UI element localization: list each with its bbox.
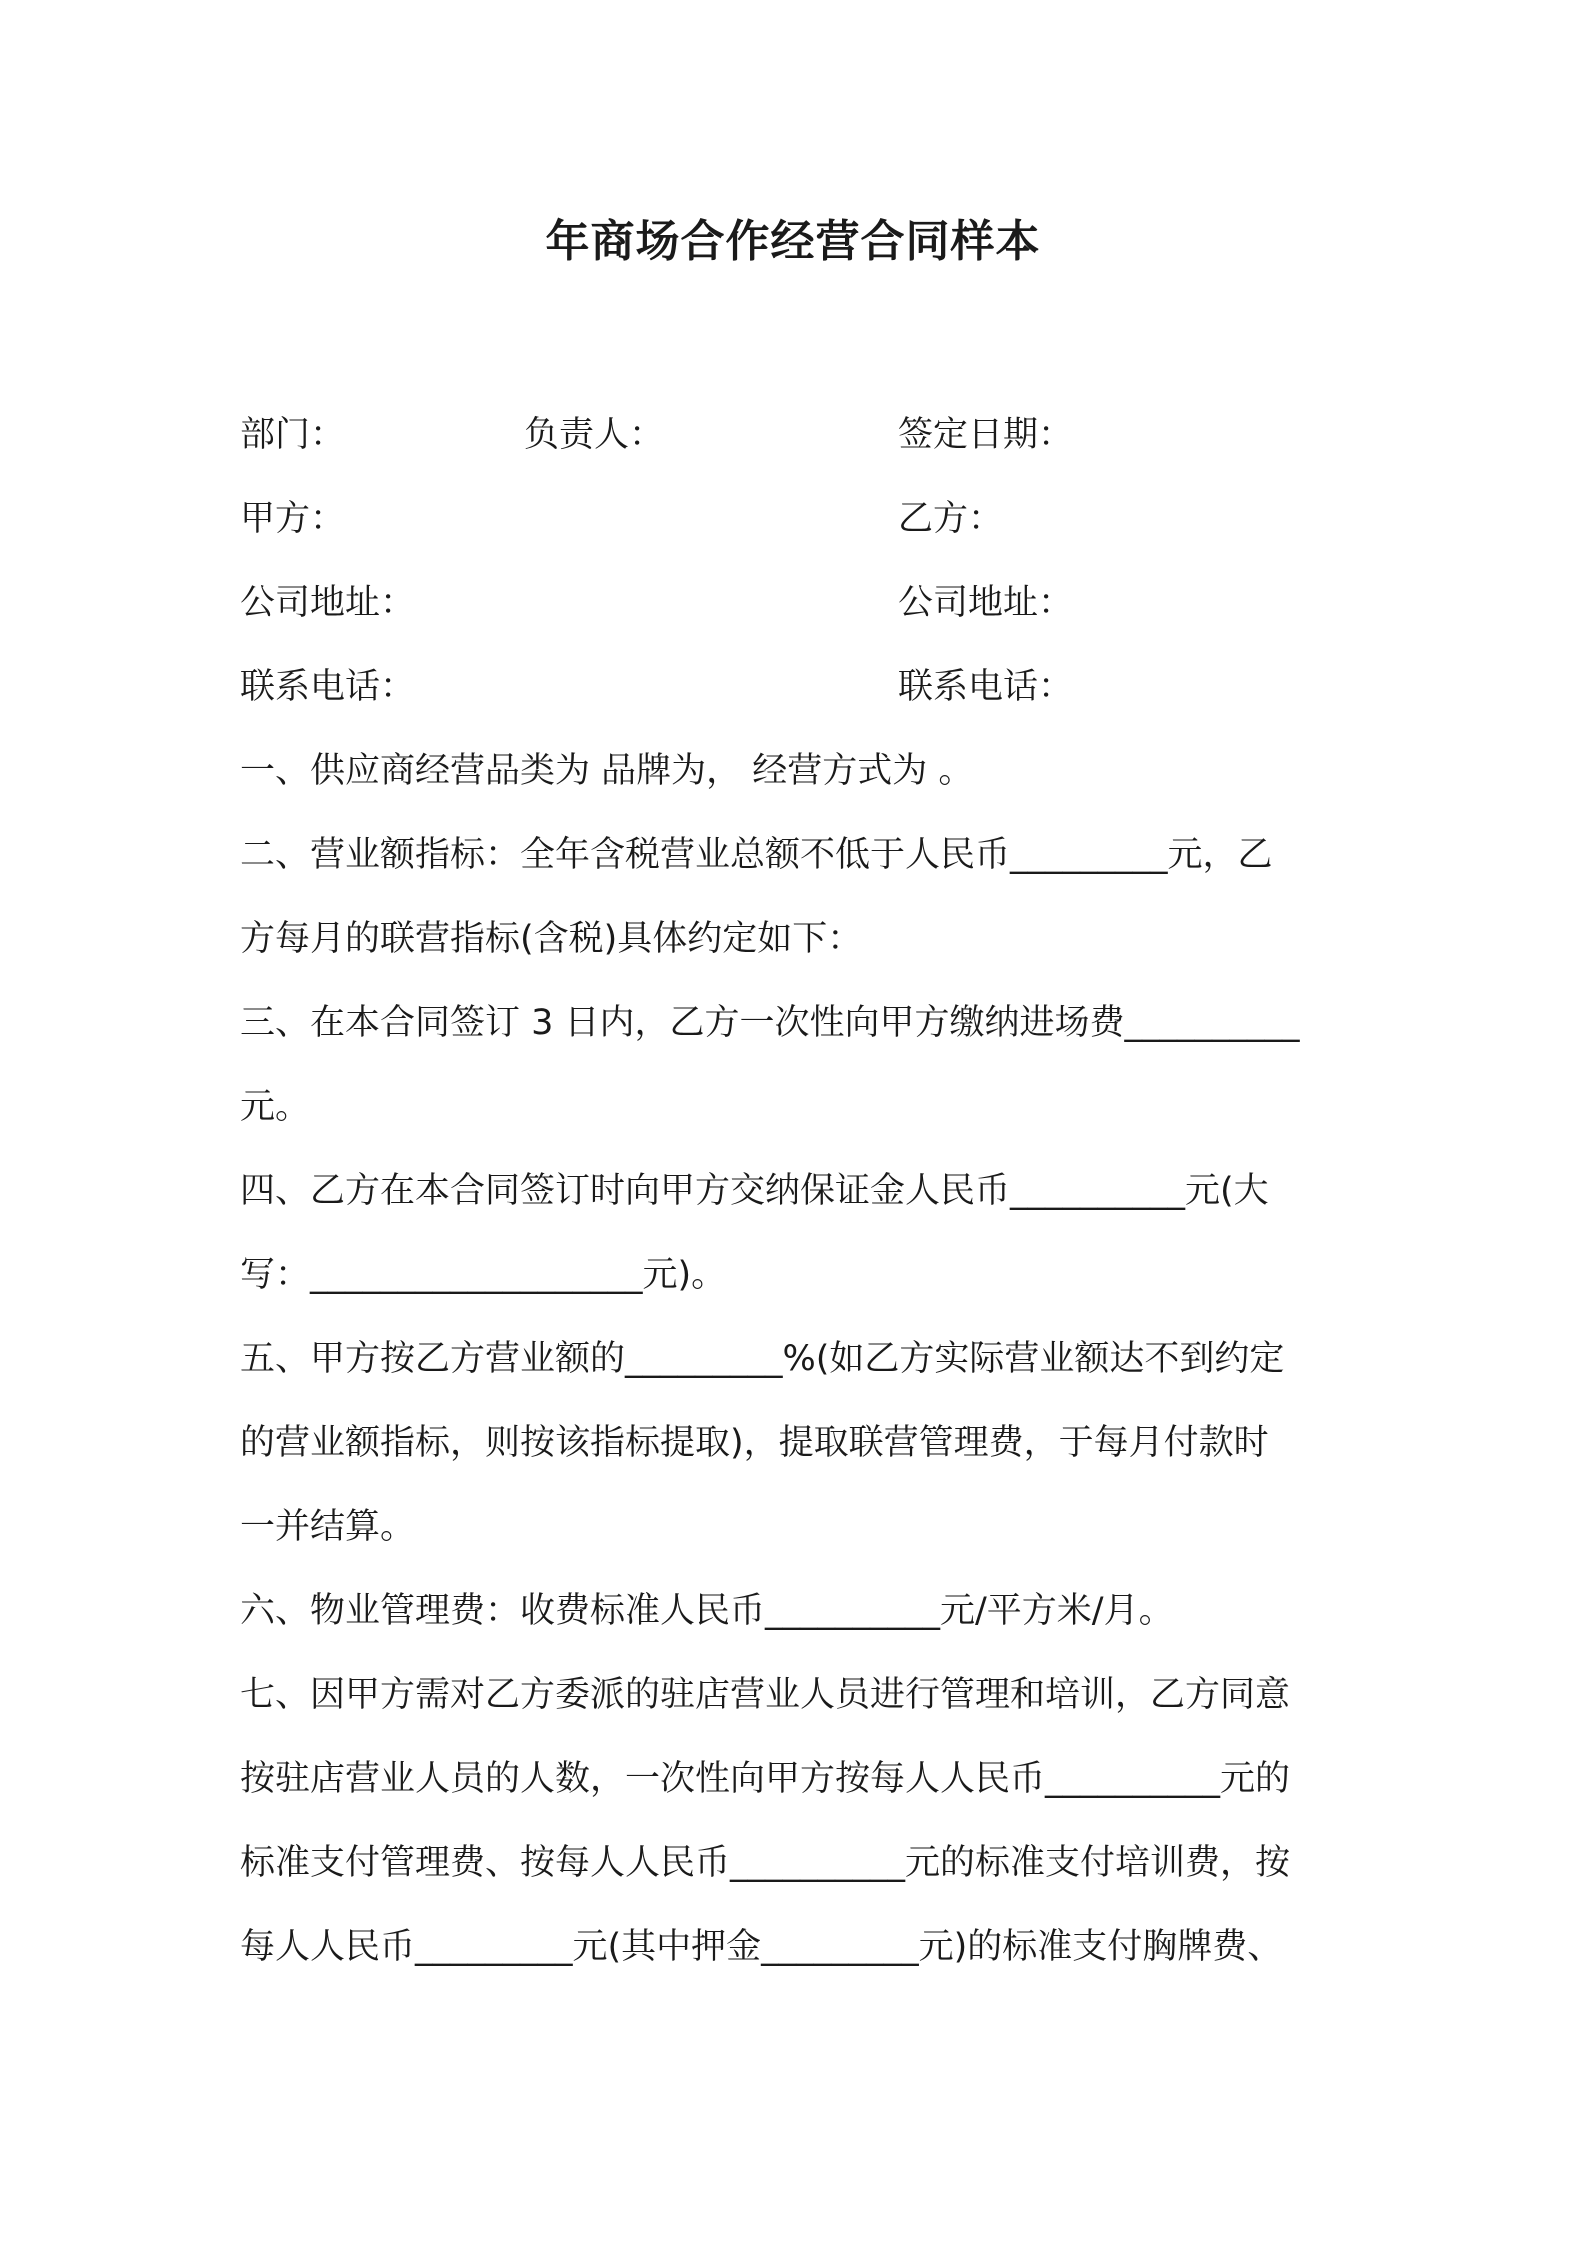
person-in-charge-label: 负责人： bbox=[524, 415, 665, 455]
document-title: 年商场合作经营合同样本 bbox=[545, 216, 1041, 267]
sign-date-label: 签定日期： bbox=[898, 415, 1074, 455]
clause-line: 七、因甲方需对乙方委派的驻店营业人员进行管理和培训，乙方同意 bbox=[240, 1675, 1291, 1715]
clause-line: 二、营业额指标：全年含税营业总额不低于人民币_________元，乙 bbox=[240, 835, 1273, 875]
department-label: 部门： bbox=[240, 415, 346, 455]
party-a-address-label: 公司地址： bbox=[240, 583, 416, 623]
clause-line: 方每月的联营指标(含税)具体约定如下： bbox=[240, 919, 863, 959]
clause-line: 标准支付管理费、按每人人民币__________元的标准支付培训费，按 bbox=[240, 1843, 1291, 1883]
clause-line: 一并结算。 bbox=[240, 1507, 416, 1547]
clause-line: 元。 bbox=[240, 1087, 311, 1127]
clause-line: 的营业额指标，则按该指标提取)，提取联营管理费，于每月付款时 bbox=[240, 1423, 1269, 1463]
clause-line: 一、供应商经营品类为 品牌为， 经营方式为 。 bbox=[240, 751, 974, 791]
party-b-label: 乙方： bbox=[898, 499, 1004, 539]
clause-line: 五、甲方按乙方营业额的_________%(如乙方实际营业额达不到约定 bbox=[240, 1339, 1285, 1379]
party-a-phone-label: 联系电话： bbox=[240, 667, 416, 707]
clause-line: 按驻店营业人员的人数，一次性向甲方按每人人民币__________元的 bbox=[240, 1759, 1291, 1799]
clause-line: 每人人民币_________元(其中押金_________元)的标准支付胸牌费、 bbox=[240, 1927, 1283, 1967]
clause-line: 四、乙方在本合同签订时向甲方交纳保证金人民币__________元(大 bbox=[240, 1171, 1269, 1211]
clause-line: 三、在本合同签订 3 日内，乙方一次性向甲方缴纳进场费__________ bbox=[240, 1003, 1300, 1043]
clause-line: 六、物业管理费：收费标准人民币__________元/平方米/月。 bbox=[240, 1591, 1174, 1631]
clause-line: 写：___________________元)。 bbox=[240, 1255, 727, 1295]
party-a-label: 甲方： bbox=[240, 499, 346, 539]
party-b-phone-label: 联系电话： bbox=[898, 667, 1074, 707]
party-b-address-label: 公司地址： bbox=[898, 583, 1074, 623]
